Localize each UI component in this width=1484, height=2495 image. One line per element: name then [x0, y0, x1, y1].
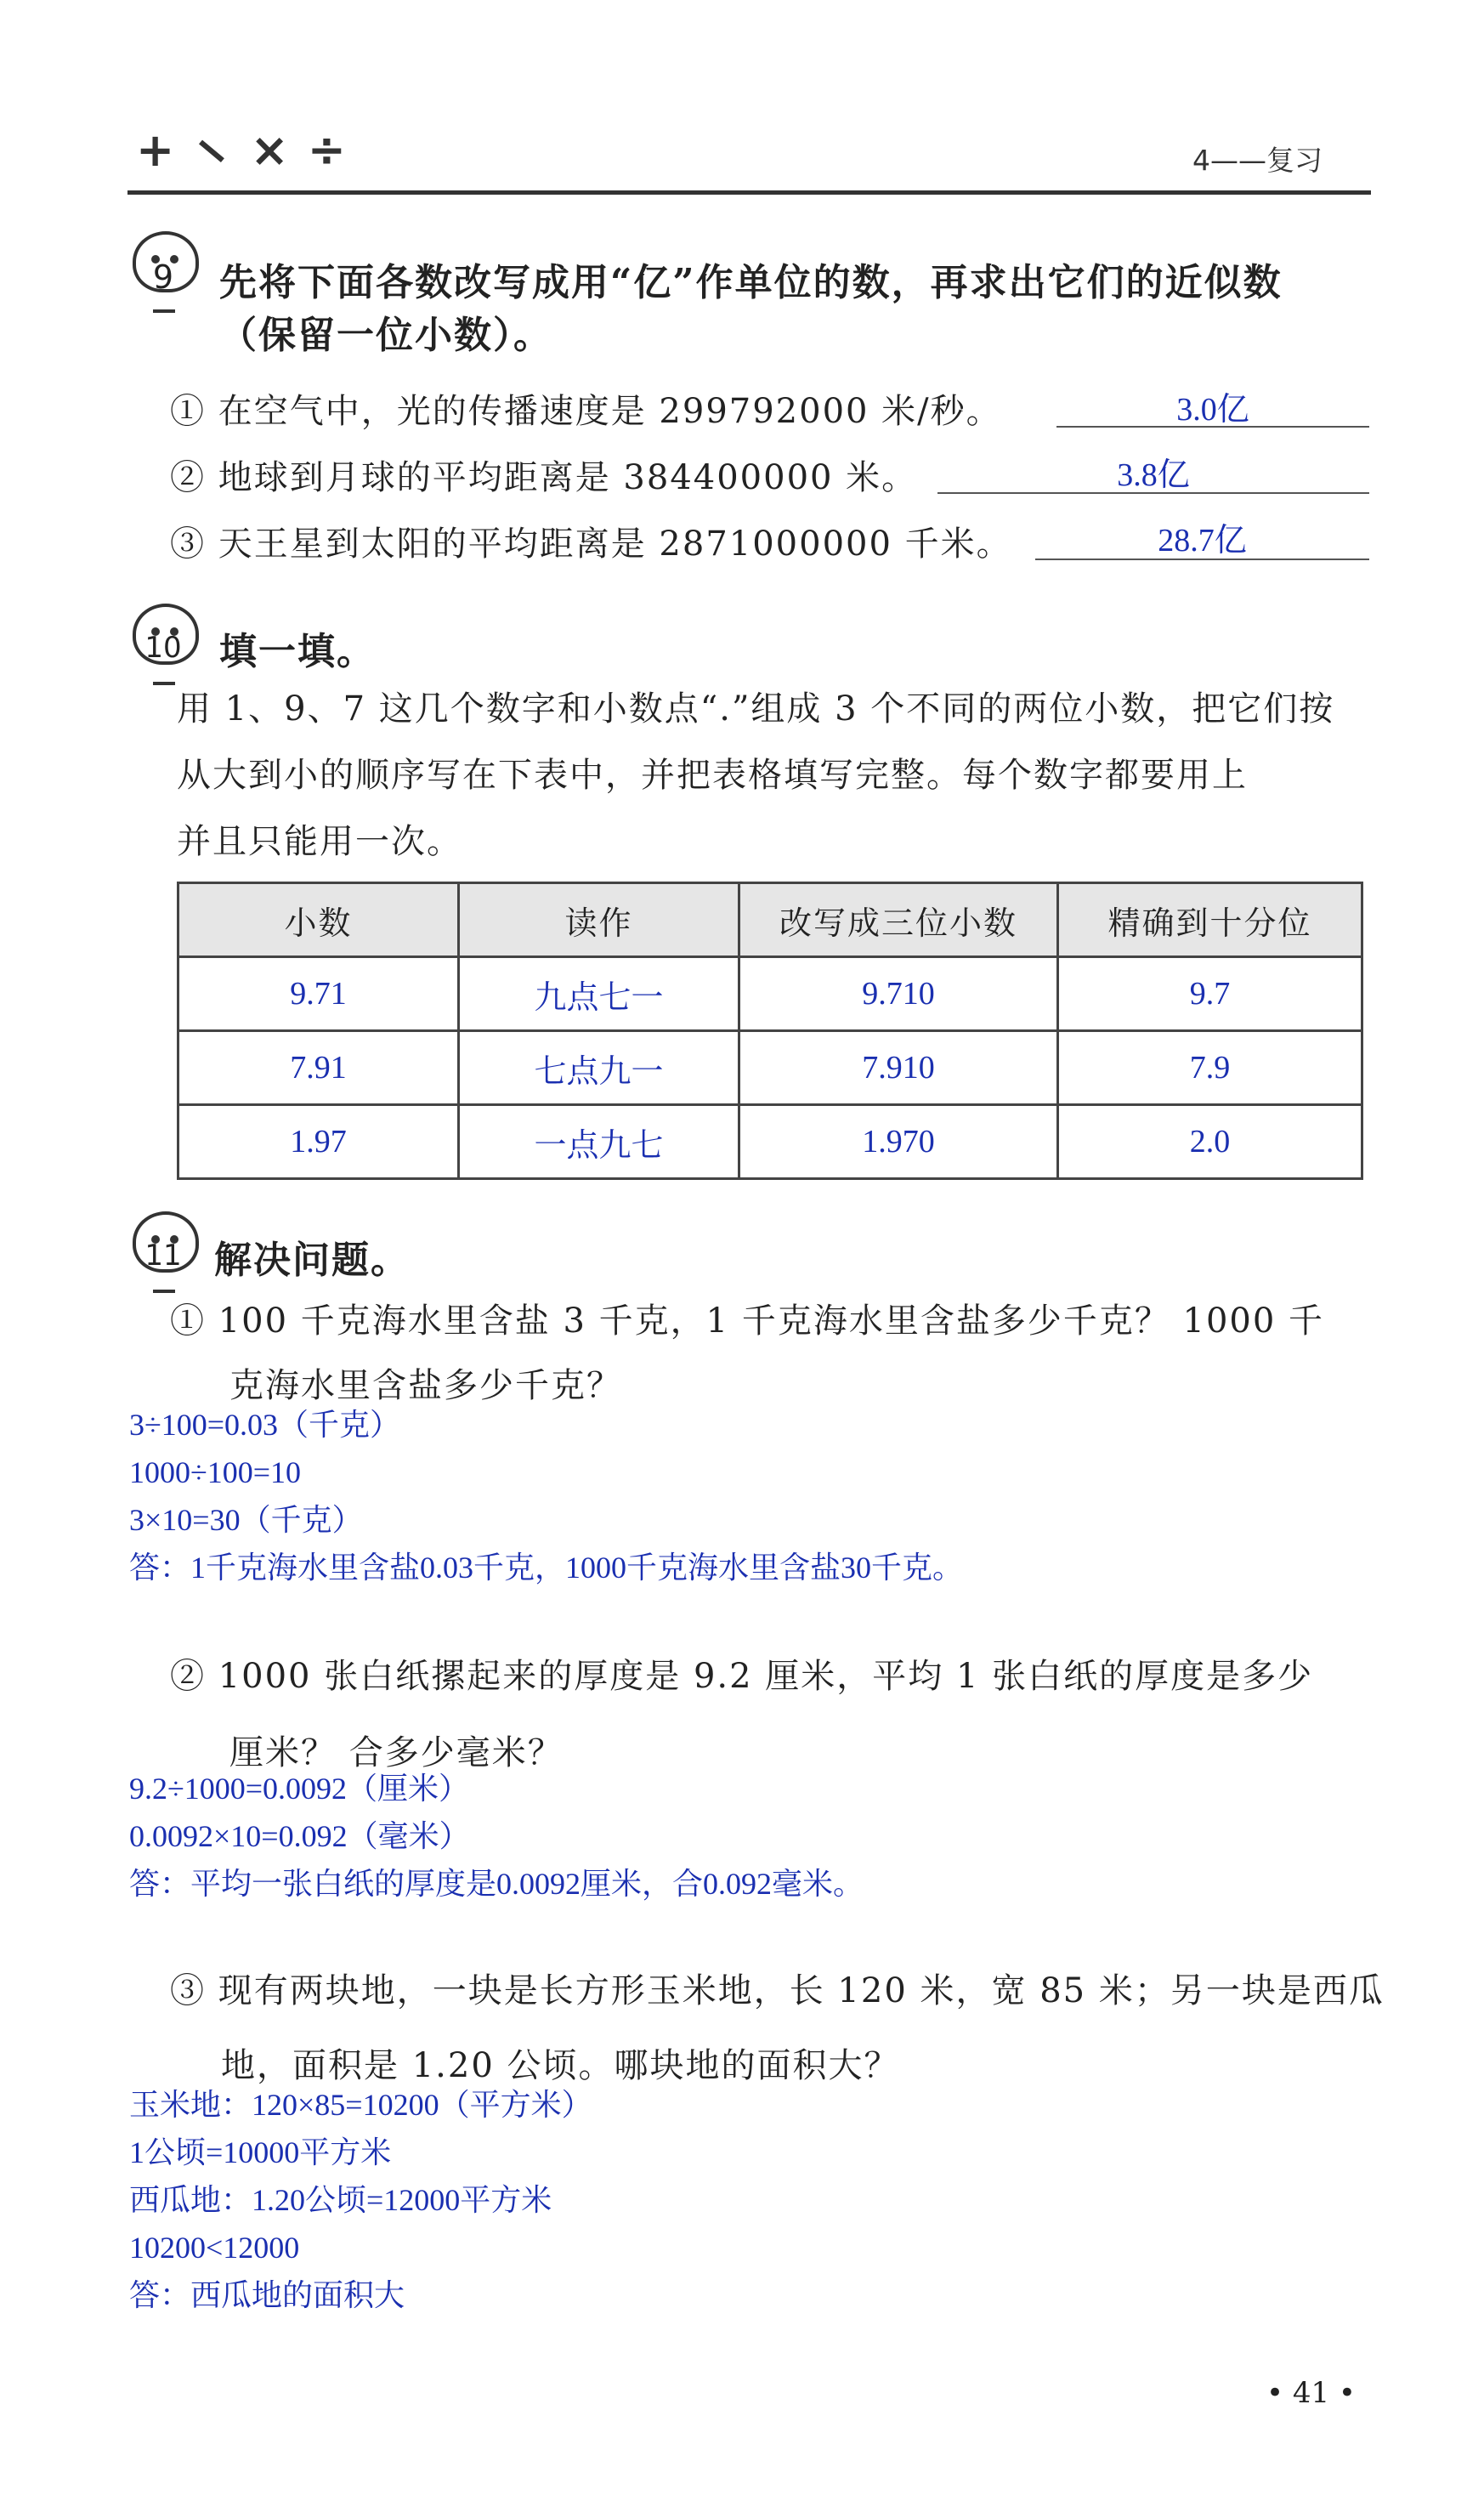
question-10-title: 填一填。: [219, 630, 376, 673]
q11-part1-line2: 克海水里含盐多少千克？: [229, 1366, 622, 1405]
answer-line: 答：西瓜地的面积大: [129, 2278, 405, 2312]
question-11-title: 解决问题。: [214, 1239, 410, 1282]
question-number: 9: [152, 258, 174, 296]
table-cell: 九点七一: [459, 957, 739, 1031]
decimal-table: [177, 882, 1363, 1180]
q9-item-3: ③ 天王星到太阳的平均距离是 2871000000 千米。: [170, 525, 1012, 564]
q9-answer-3: 28.7亿: [1158, 523, 1247, 559]
work-line: 3÷100=0.03（千克）: [129, 1408, 401, 1442]
minus-icon: −: [180, 116, 245, 184]
table-cell: 9.7: [1058, 957, 1362, 1031]
q10-desc-line-1: 用 1、9、7 这几个数字和小数点“.”组成 3 个不同的两位小数，把它们按: [177, 689, 1335, 729]
q11-part1-line1: ① 100 千克海水里含盐 3 千克，1 千克海水里含盐多少千克？ 1000 千: [170, 1301, 1325, 1341]
question-9-badge: [127, 223, 199, 308]
work-line: 西瓜地：1.20公顷=12000平方米: [129, 2183, 552, 2217]
answer-line: 答：1千克海水里含盐0.03千克，1000千克海水里含盐30千克。: [129, 1551, 964, 1585]
q9-answer-2: 3.8亿: [1117, 457, 1190, 493]
table-cell: 9.71: [178, 957, 459, 1031]
header-divider: [127, 190, 1371, 195]
table-row: [178, 957, 1362, 1031]
divide-icon: ÷: [307, 123, 346, 177]
operation-symbols: [136, 116, 346, 184]
column-header: 精确到十分位: [1058, 883, 1362, 957]
q9-item-1: ① 在空气中，光的传播速度是 299792000 米/秒。: [170, 392, 1002, 431]
table-cell: 7.9: [1058, 1031, 1362, 1105]
work-line: 10200<12000: [129, 2231, 300, 2265]
q9-answer-1: 3.0亿: [1176, 392, 1249, 428]
question-11-badge: [127, 1203, 199, 1288]
q10-desc-line-3: 并且只能用一次。: [177, 822, 462, 861]
work-line: 0.0092×10=0.092（毫米）: [129, 1819, 470, 1853]
plus-icon: +: [136, 123, 175, 177]
table-cell: 7.910: [739, 1031, 1058, 1105]
q11-part3-work: [129, 2081, 592, 2319]
question-number: 10: [144, 631, 182, 665]
table-row: [178, 1105, 1362, 1179]
table-cell: 1.97: [178, 1105, 459, 1179]
q10-desc-line-2: 从大到小的顺序写在下表中，并把表格填写完整。每个数字都要用上: [177, 756, 1248, 795]
q11-part3-line1: ③ 现有两块地，一块是长方形玉米地，长 120 米，宽 85 米；另一块是西瓜: [170, 1971, 1385, 2010]
q9-item-2: ② 地球到月球的平均距离是 384400000 米。: [170, 458, 918, 497]
question-9-title-cont: （保留一位小数）。: [219, 314, 552, 357]
table-cell: 7.91: [178, 1031, 459, 1105]
column-header: 改写成三位小数: [739, 883, 1058, 957]
table-cell: 2.0: [1058, 1105, 1362, 1179]
q11-part2-line2: 厘米？ 合多少毫米？: [229, 1733, 564, 1772]
question-10-badge: [127, 595, 199, 680]
question-9-title: 先将下面各数改写成用“亿”作单位的数，再求出它们的近似数: [219, 261, 1283, 304]
work-line: 1000÷100=10: [129, 1455, 302, 1489]
table-cell: 1.970: [739, 1105, 1058, 1179]
q11-part1-work: [129, 1401, 963, 1591]
column-header: 小数: [178, 883, 459, 957]
column-header: 读作: [459, 883, 739, 957]
page-number: • 41 •: [1266, 2376, 1356, 2410]
work-line: 玉米地：120×85=10200（平方米）: [129, 2088, 592, 2122]
table-cell: 七点九一: [459, 1031, 739, 1105]
answer-line: 答：平均一张白纸的厚度是0.0092厘米，合0.092毫米。: [129, 1867, 864, 1901]
table-header-row: [178, 883, 1362, 957]
q11-part2-line1: ② 1000 张白纸摞起来的厚度是 9.2 厘米，平均 1 张白纸的厚度是多少: [170, 1657, 1314, 1696]
times-icon: ×: [250, 123, 289, 177]
table-row: [178, 1031, 1362, 1105]
q11-part3-line2: 地，面积是 1.20 公顷。哪块地的面积大？: [221, 2046, 900, 2085]
header-title: 4——复习: [1192, 144, 1323, 177]
table-cell: 一点九七: [459, 1105, 739, 1179]
question-number: 11: [144, 1239, 182, 1273]
work-line: 3×10=30（千克）: [129, 1503, 363, 1537]
q11-part2-work: [129, 1765, 864, 1908]
work-line: 1公顷=10000平方米: [129, 2135, 392, 2169]
table-cell: 9.710: [739, 957, 1058, 1031]
work-line: 9.2÷1000=0.0092（厘米）: [129, 1772, 470, 1806]
